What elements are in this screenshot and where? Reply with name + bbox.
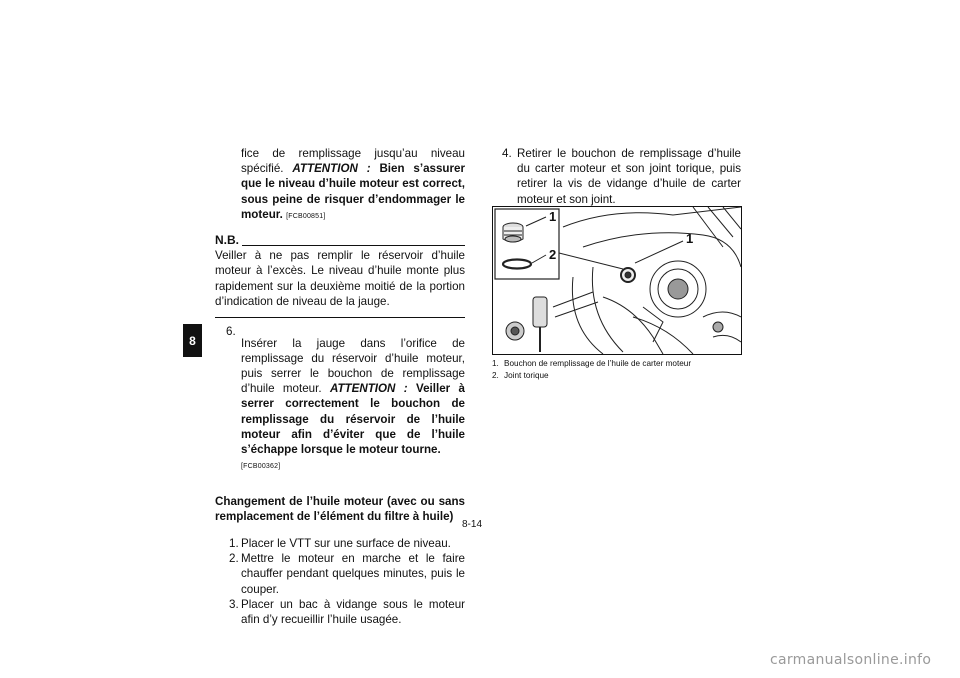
step-number: 1. (229, 537, 239, 551)
step-text: Placer un bac à vidange sous le moteur afin d’y recueillir l’huile usagée. (241, 597, 465, 627)
step-number: 3. (229, 597, 239, 611)
caption-number: 1. (492, 359, 499, 368)
attention-label: ATTENTION : (329, 382, 408, 396)
step-6-text: Insérer la jauge dans l’orifice de remplissage du réservoir d’huile moteur, puis serrer le bouchon de remplissage d’huile moteur. (241, 336, 465, 396)
engine-drawing (493, 207, 741, 354)
caption-number: 2. (492, 371, 499, 380)
step-4-text: Retirer le bouchon de remplissage d’huile du carter moteur et son joint torique, puis retirer la vis de vidange d’huile de carter moteur et son joint. (517, 147, 741, 206)
step-4 (491, 146, 741, 207)
page-number: 8-14 (462, 519, 483, 530)
filler-cap-icon (503, 223, 523, 242)
step-number: 6. (226, 325, 236, 339)
caption-text: Joint torique (504, 371, 549, 380)
attention-text: Bien s’assurer que le niveau d’huile moteur est correct, sous peine de risquer d’endommager le moteur. (241, 162, 465, 221)
step-text: Placer le VTT sur une surface de niveau. (241, 537, 451, 551)
step-number: 2. (229, 552, 239, 566)
attention-label: ATTENTION : (292, 162, 371, 176)
list-item (215, 597, 465, 627)
engine-illustration (492, 206, 742, 355)
callout-2: 2 (549, 247, 557, 262)
reference-code: [FCB00362] (241, 463, 281, 471)
step-6 (215, 324, 465, 486)
caption-item (492, 358, 752, 370)
list-item (215, 536, 465, 551)
chapter-tab: 8 (183, 324, 202, 357)
watermark: carmanualsonline.info (770, 652, 932, 668)
list-item (215, 551, 465, 597)
step-5-continuation (215, 146, 465, 224)
section-title: Changement de l’huile moteur (avec ou sans remplacement de l’élément du filtre à huile) (215, 495, 465, 524)
note-bottom-rule (215, 317, 465, 318)
callout-1: 1 (549, 209, 557, 224)
caption-item (492, 370, 752, 382)
note-heading-row (215, 233, 465, 248)
attention-text: Veiller à serrer correctement le bouchon de remplissage du réservoir de l’huile moteur afin d’éviter que de l’huile s’échappe lorsque le moteur tourne. (241, 382, 465, 457)
left-column (215, 146, 465, 627)
callout-1-engine: 1 (686, 231, 694, 246)
note-heading: N.B. (215, 233, 239, 248)
reference-code: [FCB00851] (286, 212, 326, 220)
right-column (491, 146, 741, 207)
step-text: Mettre le moteur en marche et le faire chauffer pendant quelques minutes, puis le couper. (241, 552, 465, 596)
step-5-text: fice de remplissage jusqu’au niveau spécifié. (241, 147, 465, 176)
caption-text: Bouchon de remplissage de l’huile de carter moteur (504, 359, 692, 368)
note-text: Veiller à ne pas remplir le réservoir d’huile moteur à l’excès. Le niveau d’huile monte plus rapidement sur la deuxième moitié de la portion d’indication de niveau de la jauge. (215, 249, 465, 308)
note-top-rule (242, 245, 465, 246)
step-number: 4. (502, 147, 512, 160)
figure-captions (492, 358, 752, 382)
